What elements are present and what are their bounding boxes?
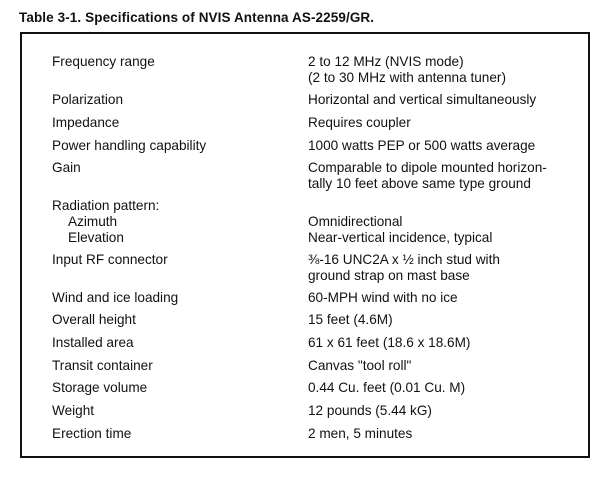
spec-value (308, 358, 411, 374)
spec-label: Polarization (52, 92, 124, 107)
spec-value-line: Omnidirectional (308, 214, 403, 229)
spec-sublabel-elevation: Elevation (68, 230, 124, 245)
spec-table (20, 32, 590, 458)
spec-label: Gain (52, 160, 81, 175)
spec-label: Weight (52, 403, 95, 418)
spec-label: Installed area (52, 335, 134, 350)
spec-label: Power handling capability (52, 138, 207, 153)
spec-value (308, 426, 412, 442)
spec-value-line: 60-MPH wind with no ice (308, 290, 458, 305)
spec-value-line: 2 men, 5 minutes (308, 426, 413, 441)
spec-label: Transit container (52, 358, 153, 373)
spec-value-line: 2 to 12 MHz (NVIS mode) (308, 54, 464, 69)
spec-label: Wind and ice loading (52, 290, 179, 305)
spec-value-line: (2 to 30 MHz with antenna tuner) (308, 70, 506, 85)
spec-sublabel-azimuth: Azimuth (68, 214, 118, 229)
spec-value-line: Requires coupler (308, 115, 411, 130)
spec-value (308, 138, 535, 154)
spec-value (308, 312, 393, 328)
spec-label: Storage volume (52, 380, 148, 395)
spec-label: Input RF connector (52, 252, 168, 267)
spec-value (308, 115, 411, 131)
spec-value (308, 160, 547, 192)
spec-value-line: Horizontal and vertical simultaneously (308, 92, 537, 107)
spec-value (308, 252, 500, 284)
spec-value (308, 403, 432, 419)
spec-label: Frequency range (52, 54, 155, 69)
spec-value (308, 92, 536, 108)
spec-value-line: Canvas "tool roll" (308, 358, 412, 373)
spec-value (308, 54, 506, 86)
table-caption: Table 3-1. Specifications of NVIS Antenna AS-2259/GR. (19, 10, 375, 25)
spec-label: Impedance (52, 115, 120, 130)
spec-value (308, 290, 458, 306)
spec-value (308, 214, 492, 246)
spec-value-line: 12 pounds (5.44 kG) (308, 403, 432, 418)
spec-value-line: Near-vertical incidence, typical (308, 230, 493, 245)
spec-label (52, 198, 159, 246)
spec-value (308, 380, 465, 396)
spec-value-line: 15 feet (4.6M) (308, 312, 393, 327)
spec-label-main: Radiation pattern: (52, 198, 160, 213)
spec-label: Overall height (52, 312, 136, 327)
spec-label: Erection time (52, 426, 132, 441)
spec-value-line: ground strap on mast base (308, 268, 470, 283)
spec-value-line: 0.44 Cu. feet (0.01 Cu. M) (308, 380, 466, 395)
spec-value-line: ⅜-16 UNC2A x ½ inch stud with (308, 252, 500, 267)
spec-value-line: 1000 watts PEP or 500 watts average (308, 138, 536, 153)
spec-value (308, 335, 470, 351)
spec-value-line: tally 10 feet above same type ground (308, 176, 531, 191)
spec-value-line: Comparable to dipole mounted horizon- (308, 160, 547, 175)
spec-value-line: 61 x 61 feet (18.6 x 18.6M) (308, 335, 471, 350)
